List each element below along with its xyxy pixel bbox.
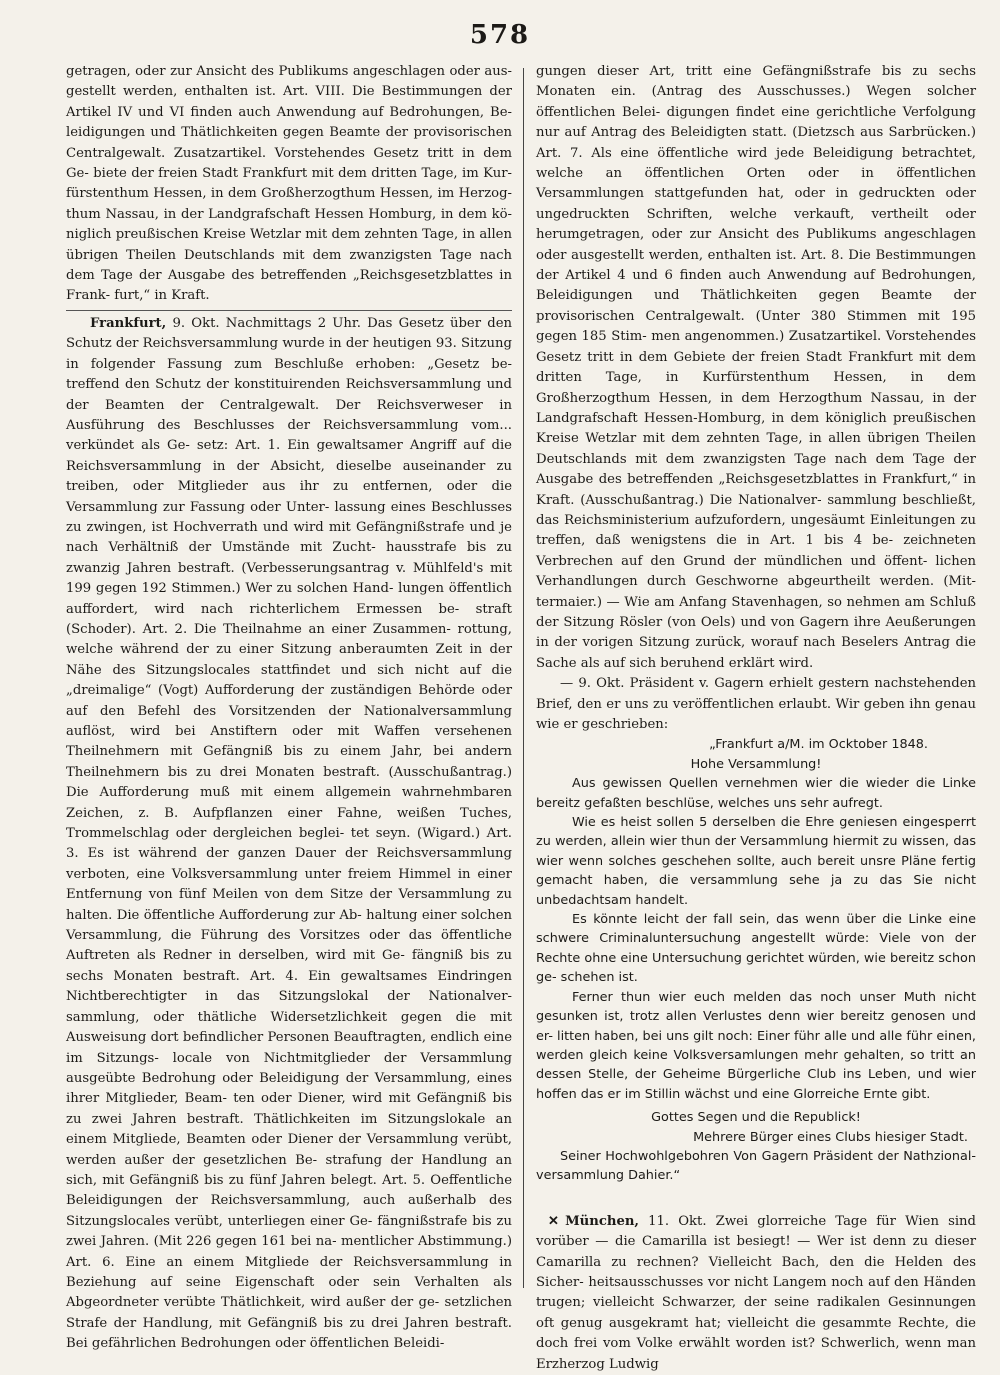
spacer bbox=[536, 1186, 976, 1212]
letter-signature: Mehrere Bürger eines Clubs hiesiger Stadt. bbox=[693, 1129, 968, 1145]
item-9-okt: — 9. Okt. Präsident v. Gagern erhielt gestern nachstehenden Brief, den er uns zu veröffentlichen erlaubt. Wir geben ihn genau wie er geschrieben: bbox=[536, 676, 976, 732]
frankfurt-article-text: 9. Okt. Nachmittags 2 Uhr. Das Gesetz über den Schutz der Reichsversammlung wurde in der heutigen 93. Sitzung in folgender Fassung zum Beschluße erhoben: „Gesetz be- treffend den Schutz der konstituirenden Reichsversammlung und der Beamten der Centralgewalt. Der Reichsverweser in Ausführung des Beschlusses der Reichsversammlung vom... verkündet als Ge- setz: Art. 1. Ein gewaltsamer Angriff auf die Reichsversammlung in der Absicht, dieselbe auseinander zu treiben, oder Mitglieder aus ihr zu entfernen, oder die Versammlung zur Fassung oder Unter- lassung eines Beschlusses zu zwingen, ist Hochverrath und wird mit Gefängnißstrafe und je nach Verhältniß der Umstände mit Zucht- hausstrafe bis zu zwanzig Jahren bestraft. (Verbesserungsantrag v. Mühlfeld's mit 199 gegen 192 Stimmen.) Wer zu solchen Hand- lungen öffentlich auffordert, wird nach richterlichem Ermessen be- straft (Schoder). Art. 2. Die Theilnahme an einer Zusammen- rottung, welche während der zu einer Sitzung anberaumten Zeit in der Nähe des Sitzungslocales stattfindet und sich nicht auf die „dreimalige“ (Vogt) Aufforderung der zuständigen Behörde oder auf den Befehl des Vorsitzenden der Nationalversammlung auflöst, wird bei Anstiftern oder mit Waffen versehenen Theilnehmern mit Gefängniß bis zu einem Jahr, bei andern Theilnehmern bis zu drei Monaten bestraft. (Ausschußantrag.) Die Aufforderung muß mit einem allgemein wahrnehmbaren Zeichen, z. B. Aufpflanzen einer Fahne, weißen Tuches, Trommelschlag oder dergleichen beglei- tet seyn. (Wigard.) Art. 3. Es ist während der ganzen Dauer der Reichsversammlung verboten, eine Volksversammlung unter freiem Himmel in einer Entfernung von fünf Meilen von dem Sitze der Versammlung zu halten. Die öffentliche Aufforderung zur Ab- haltung einer solchen Versammlung, die Führung des Vorsitzes oder das öffentliche Auftreten als Redner in derselben, wird mit Ge- fängniß bis zu sechs Monaten bestraft. Art. 4. Ein gewaltsames Eindringen Nichtberechtigter in das Sitzungslokal der Nationalver- sammlung, oder thätliche Widersetzlichkeit gegen die mit Ausweisung dort befindlicher Personen Beauftragten, endlich eine im Sitzungs- locale von Nichtmitglieder der Versammlung ausgeübte Bedrohung oder Beleidigung der Versammlung, eines ihrer Mitglieder, Beam- ten oder Diener, wird mit Gefängniß bis zu zwei Jahren bestraft. Thätlichkeiten im Sitzungslokale an einem Mitgliede, Beamten oder Diener der Versammlung verübt, werden außer der gesetzlichen Be- strafung der Handlung an sich, mit Gefängniß bis zu fünf Jahren belegt. Art. 5. Oeffentliche Beleidigungen der Reichsversammlung, auch außerhalb des Sitzungslocales verübt, unterliegen einer Ge- fängnißstrafe bis zu zwei Jahren. (Mit 226 gegen 161 bei na- mentlicher Abstimmung.) Art. 6. Eine an einem Mitgliede der Reichsversammlung in Beziehung auf seine Eigenschaft oder sein Verhalten als Abgeordneter verübte Thätlichkeit, wird außer der ge- setzlichen Strafe der Handlung, mit Gefängniß bis zu drei Jahren bestraft. Bei gefährlichen Bedrohungen oder öffentlichen Beleidi- bbox=[66, 315, 512, 1352]
letter-address: Seiner Hochwohlgebohren Von Gagern Präsident der Nathzional- versammlung Dahier.“ bbox=[536, 1148, 976, 1184]
cross-ornament-icon: ✕ bbox=[548, 1213, 560, 1229]
frankfurt-article bbox=[66, 314, 512, 1355]
letter-place-date: „Frankfurt a/M. im Ocktober 1848. bbox=[709, 737, 928, 753]
right-continued-paragraph: gungen dieser Art, tritt eine Gefängnißstrafe bis zu sechs Monaten ein. (Antrag des Ausschusses.) Wegen solcher öffentlichen Belei- digungen findet eine gerichtliche Verfolgung nur auf Antrag des Beleidigten statt. (Dietzsch aus Sarbrücken.) Art. 7. Als eine öffentliche wird jede Beleidigung betrachtet, welche an öffentlichen Orten oder in öffentlichen Versammlungen stattgefunden hat, oder in gedruckten oder ungedruckten Schriften, welche verkauft, vertheilt oder herumgetragen, oder zur Ansicht des Publikums angeschlagen oder ausgestellt werden, enthalten ist. Art. 8. Die Bestimmungen der Artikel 4 und 6 finden auch Anwendung auf Bedrohungen, Beleidigungen und Thätlichkeiten gegen Beamte der provisorischen Centralgewalt. (Unter 380 Stimmen mit 195 gegen 185 Stim- men angenommen.) Zusatzartikel. Vorstehendes Gesetz tritt in dem Gebiete der freien Stadt Frankfurt mit dem dritten Tage, in Kurfürstenthum Hessen, in dem Großherzogthum Hessen, in dem Herzogthum Nassau, in der Landgrafschaft Hessen-Homburg, in dem königlich preußischen Kreise Wetzlar mit dem zehnten Tage, in allen übrigen Theilen Deutschlands mit dem zwanzigsten Tage nach dem Tage der Ausgabe des betreffenden „Reichsgesetzblattes in Frankfurt,“ in Kraft. (Ausschußantrag.) Die Nationalver- sammlung beschließt, das Reichsministerium aufzufordern, ungesäumt Einleitungen zu treffen, daß wenigstens die in Art. 1 bis 4 be- zeichneten Verbrechen auf den Grund der mündlichen und öffent- lichen Verhandlungen durch Geschworne abgeurtheilt werden. (Mit- termaier.) — Wie am Anfang Stavenhagen, so nehmen am Schluß der Sitzung Rösler (von Oels) und von Gagern ihre Aeußerungen in der vorigen Sitzung zurück, worauf nach Beselers Antrag die Sache als auf sich beruhend erklärt wird. bbox=[536, 64, 976, 671]
munich-article-text: 11. Okt. Zwei glorreiche Tage für Wien sind vorüber — die Camarilla ist besiegt! — Wer ist denn zu dieser Camarilla zu rechnen? Vielleicht Bach, den die Helden des Sicher- heitsausschusses vor nicht Langem noch auf den Händen trugen; vielleicht Schwarzer, der seine radikalen Gesinnungen oft genug ausgekramt hat; vielleicht die gesammte Rechte, die doch frei vom Volke erwählt worden ist? Schwerlich, wenn man Erzherzog Ludwig bbox=[536, 1213, 976, 1372]
left-continued-paragraph: getragen, oder zur Ansicht des Publikums angeschlagen oder aus- gestellt werden, enthalten ist. Art. VIII. Die Bestimmungen der Artikel IV und VI finden auch Anwendung auf Bedrohungen, Be- leidigungen und Thätlichkeiten gegen Beamte der provisorischen Centralgewalt. Zusatzartikel. Vorstehendes Gesetz tritt in dem Ge- biete der freien Stadt Frankfurt mit dem dritten Tage, im Kur- fürstenthum Hessen, in dem Großherzogthum Hessen, im Herzog- thum Nassau, in der Landgrafschaft Hessen Homburg, in dem kö- niglich preußischen Kreise Wetzlar mit dem zehnten Tage, in allen übrigen Theilen Deutschlands mit dem zwanzigsten Tage nach dem Tage der Ausgabe des betreffenden „Reichsgesetzblattes in Frank- furt,“ in Kraft. bbox=[66, 64, 512, 304]
letter-salutation: Hohe Versammlung! bbox=[690, 756, 822, 772]
gagern-letter bbox=[536, 735, 976, 1185]
frankfurt-dateline: Frankfurt, bbox=[90, 315, 167, 331]
munich-article bbox=[536, 1212, 976, 1375]
section-divider bbox=[66, 310, 512, 311]
right-column bbox=[536, 62, 976, 1375]
letter-paragraph-2: Wie es heist sollen 5 derselben die Ehre geniesen eingesperrt zu werden, allein wier thun der Versammlung hiermit zu wissen, das wier wenn solches geschehen sollte, auch bereit unsre Pläne fertig gemacht haben, die versammlung sehe ja zu das Sie nicht unbedachtsam handelt. bbox=[536, 815, 976, 908]
letter-closing: Gottes Segen und die Republick! bbox=[651, 1110, 861, 1126]
letter-paragraph-4: Ferner thun wier euch melden das noch unser Muth nicht gesunken ist, trotz allen Verlustes denn wier bereitz genosen und er- litten haben, bei uns gilt noch: Einer führ alle und alle führ einen, werden gleich keine Volksversamlungen mehr gehalten, so tritt an dessen Stelle, der Geheime Bürgerliche Club ins Leben, und wier hoffen das er im Stillin wächst und eine Glorreiche Ernte gibt. bbox=[536, 989, 976, 1102]
letter-paragraph-3: Es könnte leicht der fall sein, das wenn über die Linke eine schwere Criminaluntersuchung angestellt würde: Viele von der Rechte ohne eine Untersuchung gerichtet würden, wie bereitz schon ge- schehen ist. bbox=[536, 912, 976, 986]
letter-paragraph-1: Aus gewissen Quellen vernehmen wier die wieder die Linke bereitz gefaßten beschlüse, welches uns sehr aufregt. bbox=[536, 776, 976, 811]
column-divider bbox=[523, 68, 524, 1288]
page-number: 578 bbox=[469, 20, 531, 50]
munich-dateline: München, bbox=[565, 1213, 640, 1229]
left-column bbox=[66, 62, 512, 1355]
